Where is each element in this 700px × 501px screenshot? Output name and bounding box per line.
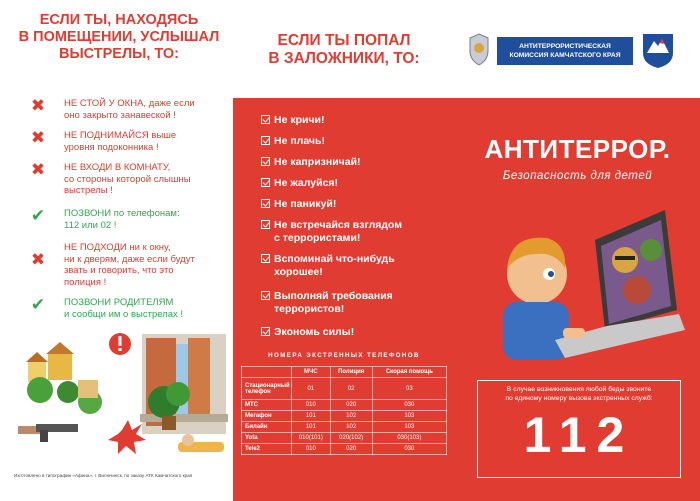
rule-line: ПОЗВОНИ по телефонам: (64, 208, 180, 219)
checklist-text (274, 253, 449, 279)
house-shape (48, 354, 72, 380)
panel1-title-line: ВЫСТРЕЛЫ, ТО: (58, 46, 179, 62)
table-cell: 020(102) (330, 433, 372, 444)
rule-line: НЕ ПОДНИМАЙСЯ выше (64, 130, 177, 141)
tree-shape (27, 377, 53, 403)
window-scene-illustration (18, 330, 228, 458)
plant-shape (166, 382, 190, 406)
checklist-line: террористов! (274, 303, 345, 315)
table-cell: 020 (330, 444, 372, 455)
rule-text (64, 242, 233, 288)
panel-indoor-shooting (0, 0, 233, 501)
rule-line: НЕ ПОДХОДИ ни к окну, (64, 242, 171, 253)
checkbox-icon (261, 220, 270, 229)
house-roof-shape (46, 342, 74, 354)
table-header-cell: МЧС (292, 367, 331, 378)
rule-line: оно закрыто занавеской ! (64, 109, 176, 121)
table-header-cell: Скорая помощь (372, 367, 446, 378)
table-cell: 03 (372, 378, 446, 400)
red-x-icon: ✖ (30, 250, 46, 269)
boy-pupil (548, 271, 554, 277)
table-row-label: Tele2 (242, 444, 292, 455)
table-cell: 030 (372, 400, 446, 411)
table-cell: 020 (330, 400, 372, 411)
table-cell: 02 (330, 378, 372, 400)
rule-line: 112 или 02 ! (64, 219, 117, 231)
rule-line: уровня подоконника ! (64, 141, 159, 153)
table-cell: 010 (292, 444, 331, 455)
table-row (242, 444, 447, 455)
checklist-line: хорошее! (274, 266, 323, 278)
table-row-label: Мегафон (242, 411, 292, 422)
checkbox-icon (261, 157, 270, 166)
checkbox-icon (261, 327, 270, 336)
checklist-text (274, 290, 449, 316)
checklist-text: Не плачь! (274, 135, 325, 147)
emergency-phone-table (241, 366, 447, 455)
emergency-number: 112 (523, 407, 635, 463)
rule-line: ни к дверям, даже если будут (64, 253, 195, 265)
info-line: В случае возникновения любой беды звоните (506, 386, 652, 393)
table-header-cell (242, 367, 292, 378)
table-cell: 102 (330, 411, 372, 422)
agency-line: АНТИТЕРРОРИСТИЧЕСКАЯ (519, 43, 611, 50)
table-row (242, 433, 447, 444)
green-check-icon: ✔ (30, 206, 46, 225)
table-cell: 01 (292, 378, 331, 400)
boy-hand (563, 328, 585, 338)
rule-line: звать и говорить, что это (64, 265, 174, 276)
table-cell: 102 (330, 422, 372, 433)
table-row-label: Yota (242, 433, 292, 444)
table-header-cell: Полиция (330, 367, 372, 378)
rule-line: НЕ ВХОДИ В КОМНАТУ, (64, 162, 171, 173)
gun-grip (40, 430, 48, 442)
red-x-icon: ✖ (30, 96, 46, 115)
checklist-text: Не жалуйся! (274, 177, 339, 189)
checklist-text: Не кричи! (274, 114, 325, 126)
checkbox-icon (261, 115, 270, 124)
phone-table-title: НОМЕРА ЭКСТРЕННЫХ ТЕЛЕФОНОВ (268, 352, 420, 359)
rule-text (64, 130, 233, 153)
red-x-icon: ✖ (30, 128, 46, 147)
print-footer: Изготовлено в типографии «Афина», г. Вилючинск, по заказу АТК Камчатского края (14, 473, 193, 478)
checkbox-icon (261, 254, 270, 263)
checkbox-icon (261, 178, 270, 187)
rule-line: полиция ! (64, 276, 107, 288)
emblem-icon (469, 33, 489, 66)
agency-line: КОМИССИЯ КАМЧАТСКОГО КРАЯ (509, 52, 621, 59)
villain-mask (615, 256, 635, 260)
table-row (242, 422, 447, 433)
table-row-label: Стационарный телефон (242, 378, 292, 400)
rule-text (64, 297, 233, 320)
rule-line: НЕ СТОЙ У ОКНА, даже если (64, 98, 195, 109)
table-row-label: МТС (242, 400, 292, 411)
house-roof-shape (26, 352, 48, 362)
agency-banner (497, 37, 633, 65)
table-cell: 101 (292, 422, 331, 433)
panel1-title (14, 12, 224, 63)
checkbox-icon (261, 136, 270, 145)
brand-tagline: Безопасность для детей (502, 170, 653, 182)
rule-line: со стороны которой слышны (64, 173, 191, 185)
checklist-text (274, 219, 449, 245)
rule-line: и сообщи им о выстрелах ! (64, 308, 184, 320)
windowsill (140, 414, 228, 422)
table-cell: 101 (292, 411, 331, 422)
panel2-title-line: ЕСЛИ ТЫ ПОПАЛ (277, 32, 411, 49)
kamchatka-logo-icon (639, 31, 677, 69)
rule-text (64, 208, 233, 231)
table-row-label: Билайн (242, 422, 292, 433)
table-row (242, 400, 447, 411)
house-shape (78, 380, 98, 398)
boy-shirt (503, 302, 569, 360)
emergency-info-text (482, 385, 676, 403)
villain-face (623, 276, 651, 304)
emergency-info-box (477, 380, 681, 478)
panel1-title-line: В ПОМЕЩЕНИИ, УСЛЫШАЛ (18, 29, 220, 45)
rule-text (64, 98, 233, 121)
table-header-row (242, 367, 447, 378)
panel1-title-line: ЕСЛИ ТЫ, НАХОДЯСЬ (39, 12, 199, 28)
brand-title: АНТИТЕРРОР. (484, 134, 671, 164)
blast-icon (108, 420, 146, 454)
green-check-icon: ✔ (30, 295, 46, 314)
panel-cover (455, 0, 700, 501)
plant-pot (162, 416, 176, 430)
table-cell: 010 (292, 400, 331, 411)
checklist-line: Не встречайся взглядом (274, 219, 403, 231)
table-cell: 103 (372, 422, 446, 433)
child-laptop-illustration (455, 190, 700, 380)
exclamation-dot (119, 348, 122, 351)
panel2-title (233, 32, 455, 68)
rule-line: выстрелы ! (64, 185, 113, 196)
checklist-text: Экономь силы! (274, 326, 355, 338)
rule-text (64, 162, 233, 197)
child-head (182, 434, 194, 446)
panel2-title-line: В ЗАЛОЖНИКИ, ТО: (268, 50, 420, 67)
info-line: по единому номеру вызова экстренных служб: (505, 395, 653, 402)
checklist-text: Не капризничай! (274, 156, 361, 168)
exclamation-stroke (119, 336, 122, 346)
rule-line: ПОЗВОНИ РОДИТЕЛЯМ (64, 297, 174, 308)
red-x-icon: ✖ (30, 160, 46, 179)
checkbox-icon (261, 199, 270, 208)
table-row (242, 411, 447, 422)
checklist-line: с террористами! (274, 232, 361, 244)
table-cell: 030(103) (372, 433, 446, 444)
checklist-line: Вспоминай что-нибудь (274, 253, 395, 265)
curtain-right (188, 338, 210, 422)
table-cell: 010(101) (292, 433, 331, 444)
checklist-line: Выполняй требования (274, 290, 393, 302)
checklist-text: Не паникуй! (274, 198, 337, 210)
villain-face (640, 239, 662, 261)
table-row (242, 378, 447, 400)
table-cell: 030 (372, 444, 446, 455)
checkbox-icon (261, 291, 270, 300)
panel-hostage (233, 0, 455, 501)
tree-shape (57, 381, 79, 403)
table-cell: 103 (372, 411, 446, 422)
